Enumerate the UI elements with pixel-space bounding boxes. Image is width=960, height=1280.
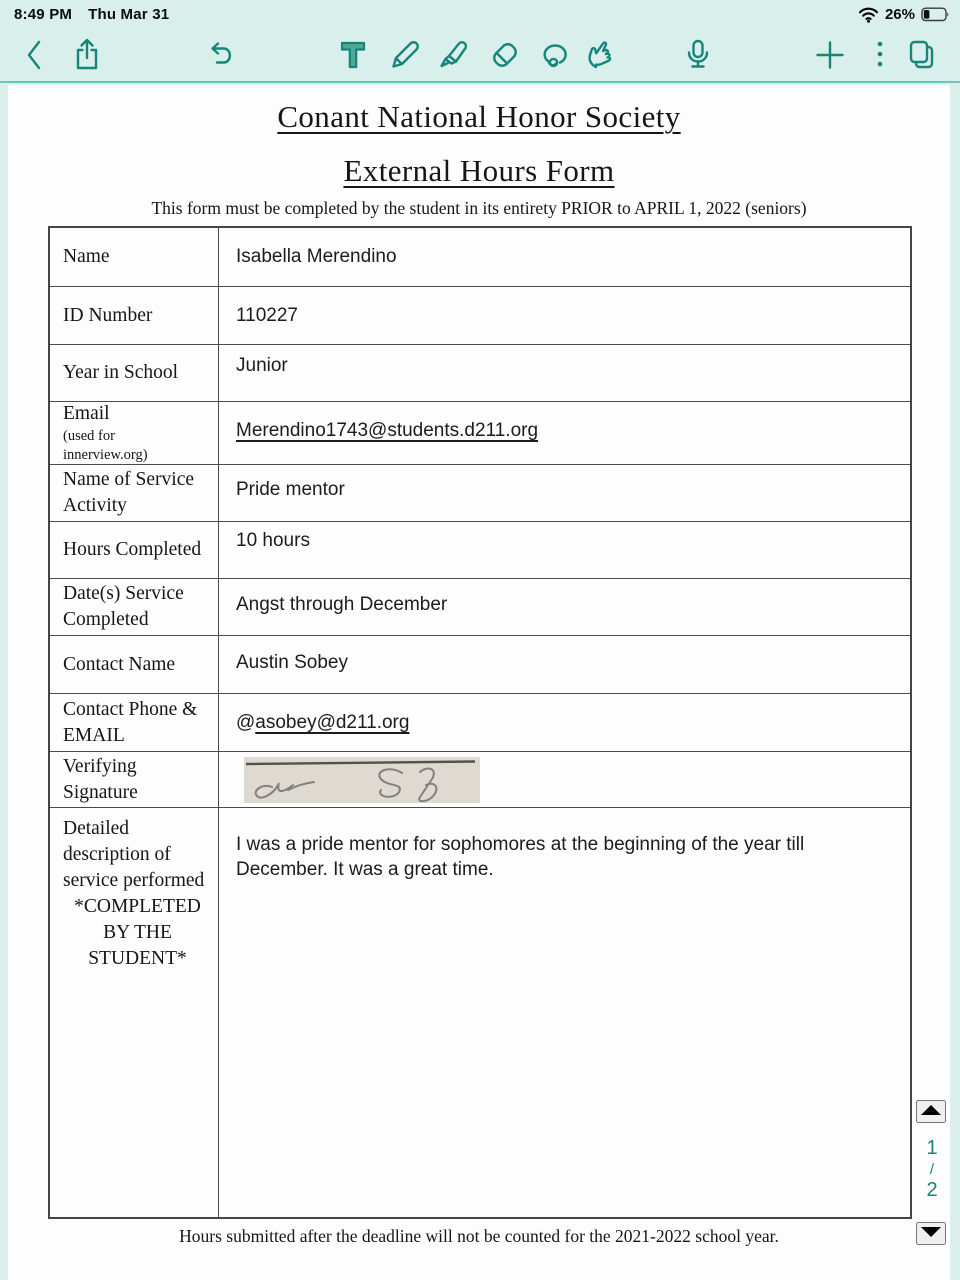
row-label-note: innerview.org) [63, 447, 148, 463]
handwritten-signature-image[interactable] [244, 757, 480, 803]
row-label-emphasis: *COMPLETED BY THE STUDENT* [74, 896, 201, 969]
row-label-note: (used for [63, 428, 115, 444]
table-row-service-activity [50, 465, 910, 522]
notes-toolbar [0, 26, 960, 83]
document-page [8, 85, 950, 1280]
row-label: Verifying Signature [50, 752, 219, 807]
row-label: Contact Phone & EMAIL [50, 694, 219, 751]
table-row-hours-completed [50, 522, 910, 579]
eraser-tool-icon[interactable] [486, 35, 524, 75]
page-up-chevron-icon[interactable] [916, 1100, 946, 1123]
status-bar [0, 0, 960, 26]
row-value[interactable]: Angst through December [236, 594, 448, 615]
clock-time: 8:49 PM [14, 5, 73, 23]
row-value[interactable]: 10 hours [236, 530, 310, 551]
back-button[interactable] [16, 35, 54, 75]
row-value[interactable]: Junior [236, 355, 288, 376]
page-separator: / [929, 1161, 935, 1178]
row-label: ID Number [50, 287, 219, 344]
document-title-line2: External Hours Form [343, 153, 615, 188]
hand-tool-icon[interactable] [582, 35, 620, 75]
row-value[interactable]: 110227 [236, 304, 298, 326]
pen-tool-icon[interactable] [386, 35, 424, 75]
table-row-dates-completed [50, 579, 910, 636]
highlighter-tool-icon[interactable] [436, 35, 474, 75]
row-value [219, 752, 910, 807]
row-value[interactable]: Austin Sobey [236, 652, 348, 673]
wifi-icon [858, 6, 879, 23]
table-row-verifying-signature [50, 752, 910, 808]
total-pages-number: 2 [926, 1179, 938, 1201]
clock-date: Thu Mar 31 [88, 5, 170, 23]
battery-percent-label: 26% [884, 5, 915, 23]
row-value[interactable]: I was a pride mentor for sophomores at the beginning of the year till December. It was a great time. [236, 834, 805, 880]
external-hours-form-table [48, 226, 912, 1219]
row-label: Year in School [50, 345, 219, 401]
row-value[interactable]: Merendino1743@students.d211.org [236, 420, 539, 441]
row-label: Detailed description of service performed *COMPLETED BY THE STUDENT* [50, 808, 219, 1217]
page-indicator [918, 1138, 946, 1201]
page-down-chevron-icon[interactable] [916, 1222, 946, 1245]
table-row-year-in-school [50, 345, 910, 402]
row-label: Date(s) Service Completed [50, 579, 219, 635]
row-label: Email (used for innerview.org) [50, 402, 219, 464]
more-options-icon[interactable] [861, 35, 899, 75]
row-label: Contact Name [50, 636, 219, 693]
pages-switcher-icon[interactable] [903, 35, 941, 75]
share-icon[interactable] [68, 35, 106, 75]
undo-icon[interactable] [202, 35, 240, 75]
row-value[interactable]: Pride mentor [236, 479, 345, 500]
microphone-icon[interactable] [679, 35, 717, 75]
battery-icon [921, 7, 950, 22]
row-value[interactable]: @ asobey@d211.org [236, 711, 410, 733]
table-row-id-number [50, 287, 910, 345]
table-row-detailed-description [50, 808, 910, 1217]
table-row-email [50, 402, 910, 465]
lasso-tool-icon[interactable] [536, 35, 574, 75]
row-label: Name of Service Activity [50, 465, 219, 521]
document-title-line1: Conant National Honor Society [277, 99, 681, 134]
table-row-name [50, 228, 910, 287]
row-label: Name [50, 228, 219, 286]
document-footer-note: Hours submitted after the deadline will not be counted for the 2021-2022 school year. [179, 1226, 779, 1246]
document-subtitle: This form must be completed by the student in its entirety PRIOR to APRIL 1, 2022 (seniors) [151, 198, 807, 218]
text-tool-icon[interactable] [334, 35, 372, 75]
table-row-contact-phone-email [50, 694, 910, 752]
row-label: Hours Completed [50, 522, 219, 578]
current-page-number: 1 [926, 1137, 938, 1159]
row-value[interactable]: Isabella Merendino [236, 246, 397, 267]
add-page-icon[interactable] [811, 35, 849, 75]
table-row-contact-name [50, 636, 910, 694]
